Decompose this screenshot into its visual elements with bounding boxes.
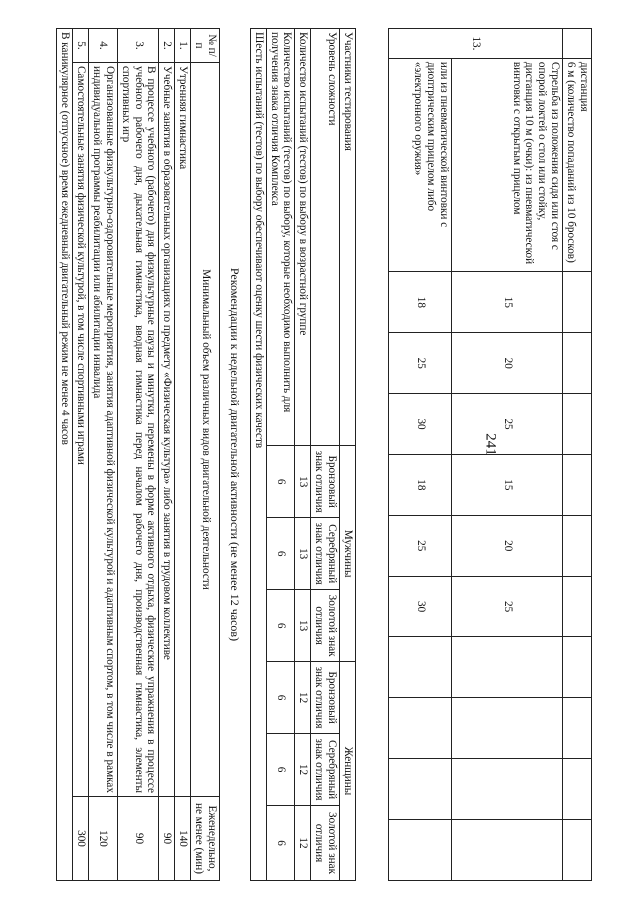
row-number: 1. — [175, 29, 191, 63]
value-cell: 12 — [295, 662, 311, 734]
shooting-open-sight-text: Стрельба из положения сидя или стоя с опорой локтей о стол или стойку, дистанция 10 м (очки): из пневматической винтовки с открытым прицелом — [452, 58, 563, 272]
value-cell: 6 — [266, 734, 295, 806]
value-cell: 6 — [266, 446, 295, 518]
value-cell: 25 — [452, 394, 563, 455]
activity-value: 90 — [159, 797, 175, 881]
activity-text: Самостоятельные занятия физической культурой, в том числе спортивными играми — [73, 62, 89, 796]
row-number: 3. — [117, 29, 159, 63]
col-text-header: Минимальный объем различных видов двигательной деятельности — [191, 62, 220, 796]
value-cell: 6 — [266, 806, 295, 881]
tests-count-label: Количество испытаний (тестов) по выбору в возрастной группе — [295, 29, 311, 446]
value-cell: 13 — [295, 590, 311, 662]
activity-table — [56, 28, 220, 881]
value-cell: 6 — [266, 590, 295, 662]
row-number: 5. — [73, 29, 89, 63]
badge-gold-men: Золотой знак отличия — [311, 590, 340, 662]
distance-text: дистанция — [578, 61, 590, 112]
activity-text: Утренняя гимнастика — [175, 62, 191, 796]
activity-text: Учебные занятия в образовательных организациях по предмету «Физическая культура» либо занятия в трудовом коллективе — [159, 62, 175, 796]
value-cell: 20 — [452, 515, 563, 576]
value-cell: 6 — [266, 518, 295, 590]
six-tests-note: Шесть испытаний (тестов) по выбору обеспечивают оценку шести физических качеств — [250, 29, 266, 881]
value-cell: 25 — [389, 333, 452, 394]
rotated-document — [32, 28, 592, 881]
value-cell: 6 — [266, 662, 295, 734]
value-cell: 15 — [452, 272, 563, 333]
row-number: 4. — [89, 29, 118, 63]
shooting-table — [388, 28, 592, 881]
activity-value: 90 — [117, 797, 159, 881]
cell-empty — [563, 29, 592, 59]
value-cell: 12 — [295, 734, 311, 806]
badge-silver-women: Серебряный знак отличия — [311, 734, 340, 806]
women-header: Женщины — [340, 662, 356, 881]
vacation-note: В каникулярное (отпускное) время ежедневный двигательный режим не менее 4 часов — [57, 29, 73, 881]
badge-bronze-men: Бронзовый знак отличия — [311, 446, 340, 518]
badge-bronze-women: Бронзовый знак отличия — [311, 662, 340, 734]
value-cell: 18 — [389, 454, 452, 515]
row-number: 2. — [159, 29, 175, 63]
value-cell: 30 — [389, 394, 452, 455]
badges-table — [250, 28, 356, 881]
value-cell: 20 — [452, 333, 563, 394]
row-number: 13. — [389, 29, 563, 59]
distance-cell — [563, 58, 592, 272]
activity-text: Организованные физкультурно-оздоровительные мероприятия, занятия адаптивной физической культурой и адаптивным спортом, в том числе в рамках индивидуальной программы реабилитации или абилитации инвалида — [89, 62, 118, 796]
shooting-diopter-text: или из пневматической винтовки с диоптрическим прицелом либо «электронного оружия» — [389, 58, 452, 272]
value-cell: 15 — [452, 454, 563, 515]
value-cell: 25 — [389, 515, 452, 576]
value-cell: 13 — [295, 446, 311, 518]
value-cell: 13 — [295, 518, 311, 590]
activity-value: 140 — [175, 797, 191, 881]
value-cell: 25 — [452, 576, 563, 637]
badge-silver-men: Серебряный знак отличия — [311, 518, 340, 590]
tests-required-label: Количество испытаний (тестов) по выбору, которые необходимо выполнить для получения знака отличия Комплекса — [266, 29, 295, 446]
col-num-header: № п/п — [191, 29, 220, 63]
activity-value: 120 — [89, 797, 118, 881]
activity-value: 300 — [73, 797, 89, 881]
value-cell: 30 — [389, 576, 452, 637]
value-cell: 12 — [295, 806, 311, 881]
distance-text-2: 6 м (количество попаданий из 10 бросков) — [565, 61, 578, 263]
value-cell: 18 — [389, 272, 452, 333]
level-label: Уровень сложности — [311, 29, 340, 446]
col-val-header: Еженедельно, не менее (мин) — [191, 797, 220, 881]
activity-text: В процессе учебного (рабочего) дня физкультурные паузы и минутки, перемены в форме активного отдыха, физические упражнения в процессе учебного рабочего дня, дыхательная гимнастика, вводная гимнастика перед началом рабочего дня, производственная гимнастика, элементы спортивных игр — [117, 62, 159, 796]
men-header: Мужчины — [340, 446, 356, 662]
participants-label: Участники тестирования — [340, 29, 356, 446]
recommendations-title: Рекомендации к недельной двигательной активности (не менее 12 часов) — [228, 267, 242, 642]
page-number: 241 — [482, 433, 499, 456]
badge-gold-women: Золотой знак отличия — [311, 806, 340, 881]
